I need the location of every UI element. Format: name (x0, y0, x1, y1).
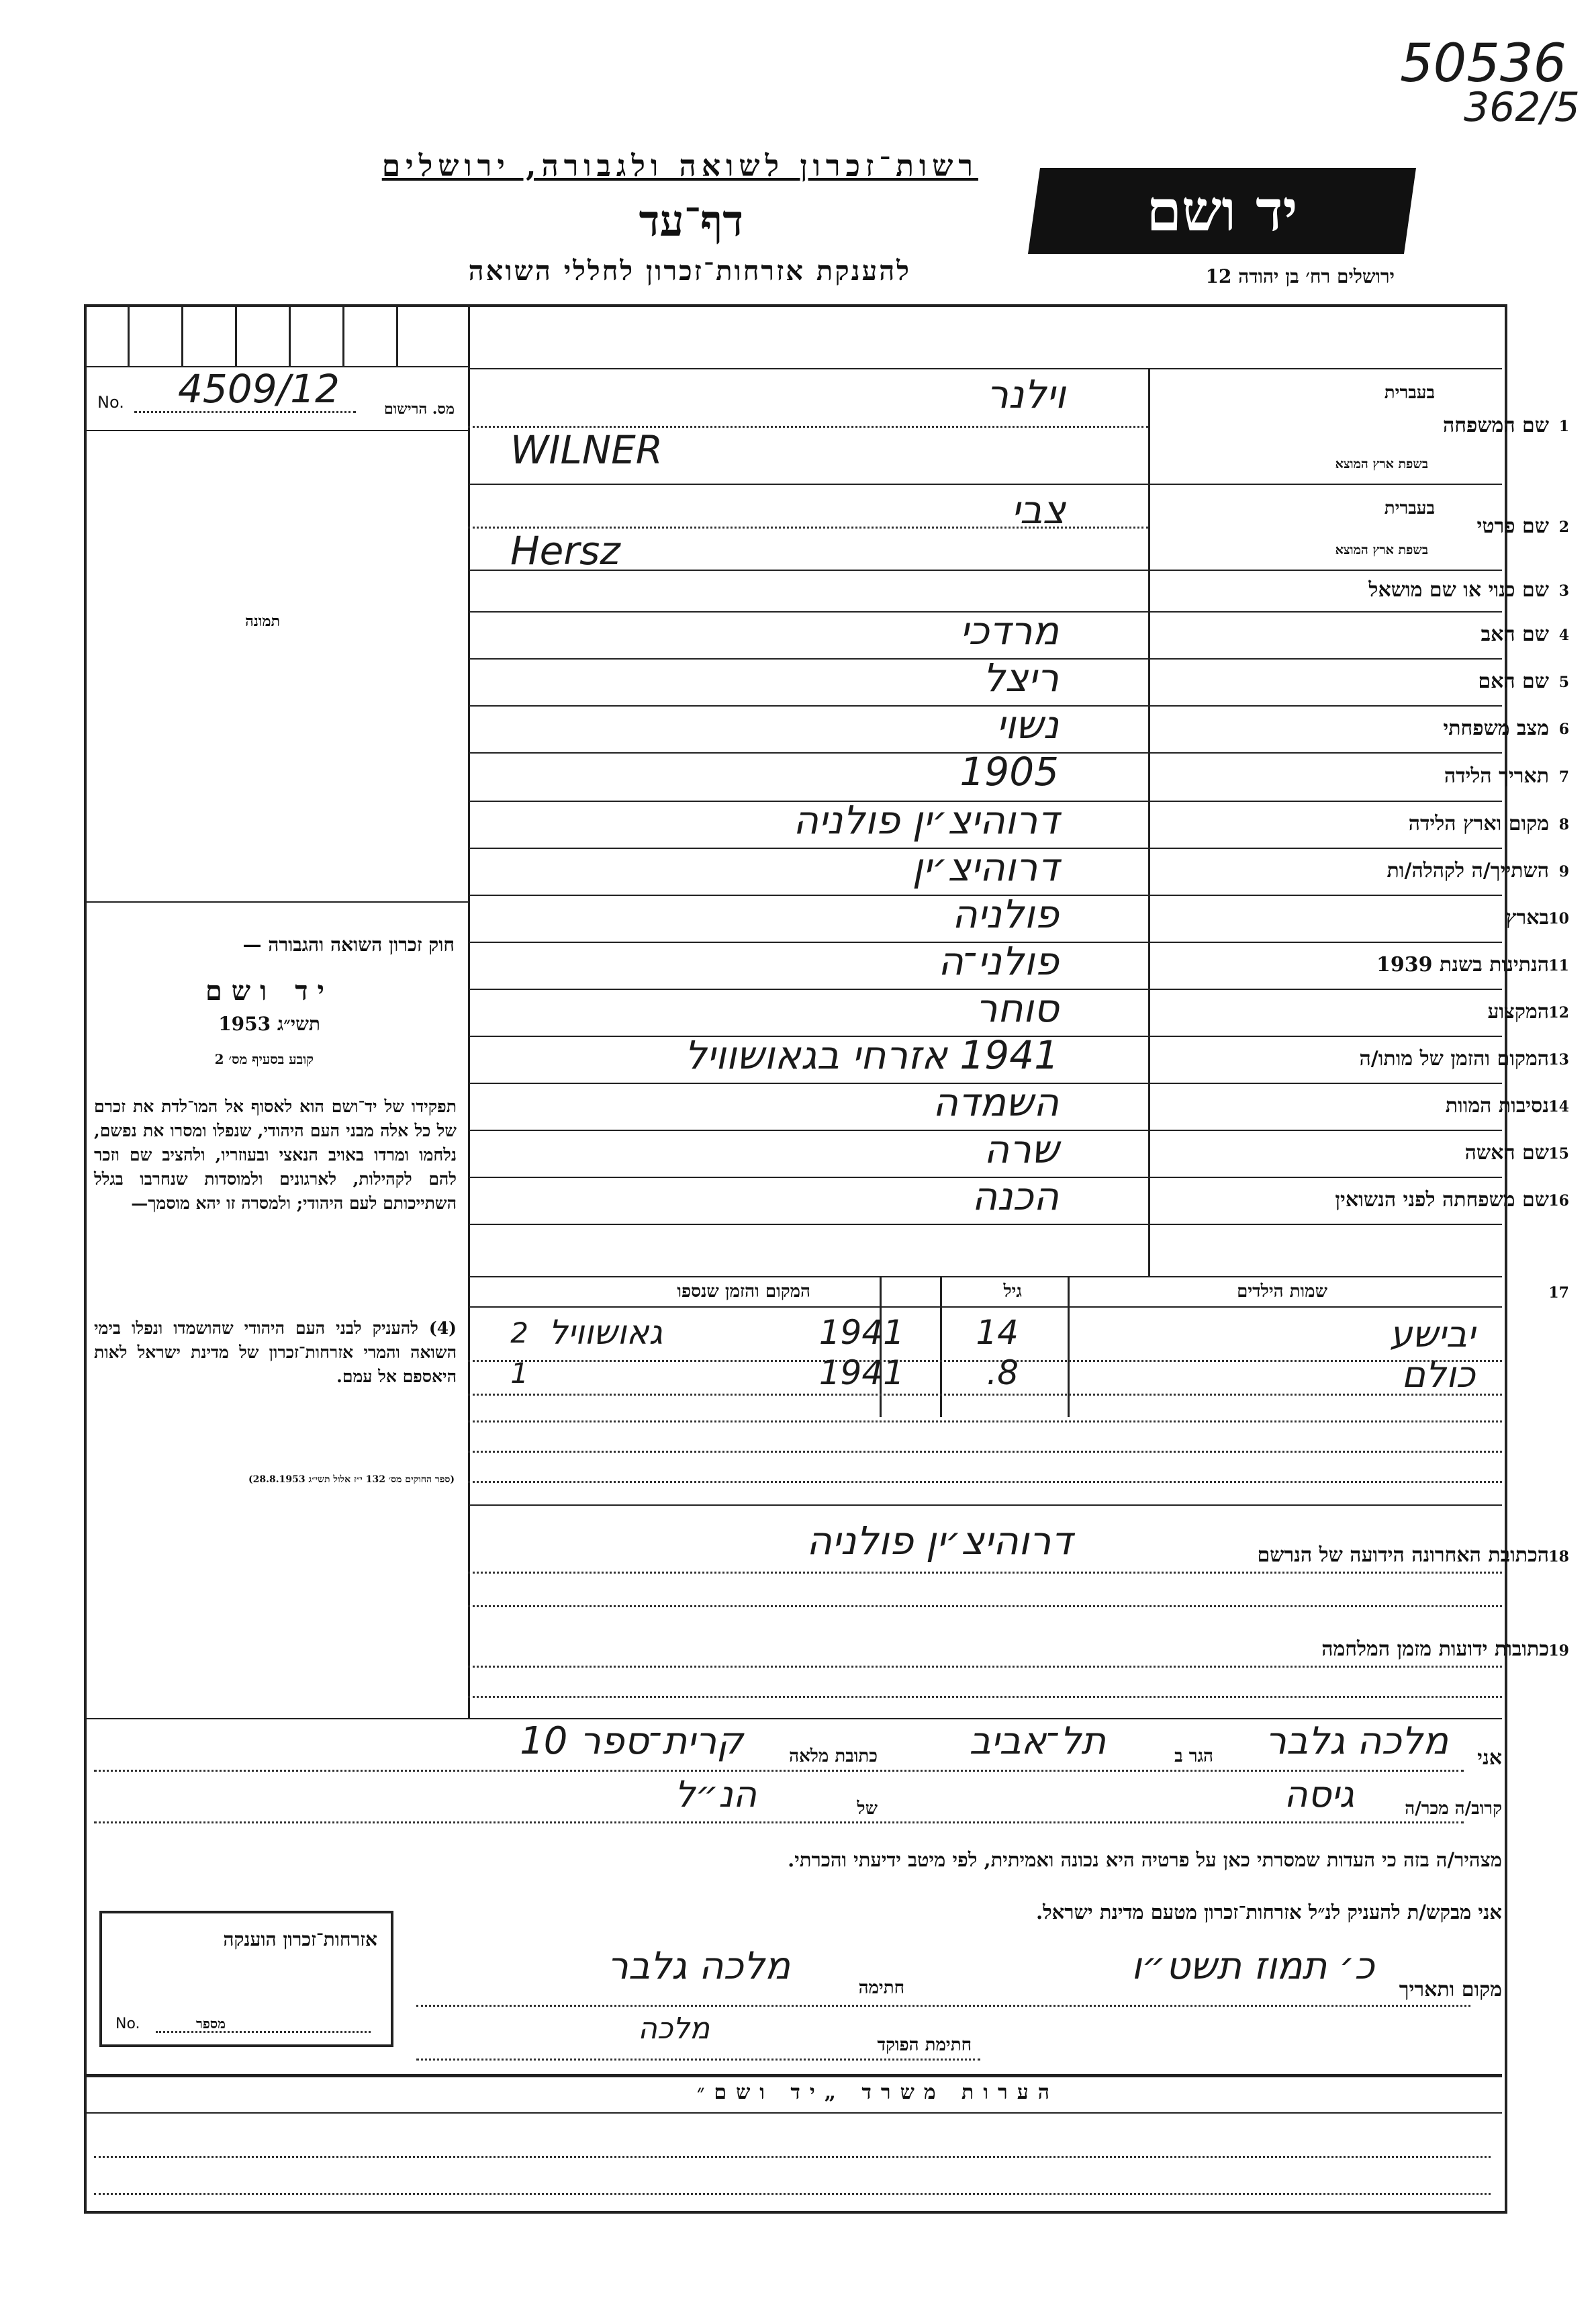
field-12-label: המקצוע (1487, 1000, 1549, 1024)
child-mark: 2 (510, 1316, 528, 1349)
field-12-value: סוחר (975, 985, 1059, 1031)
field-14-num: 14 (1548, 1098, 1569, 1116)
field-2-value-hebrew: צבי (1011, 487, 1066, 533)
field-8-label: מקום וארץ הלידה (1408, 812, 1549, 835)
field-10-num: 10 (1548, 910, 1569, 928)
children-age-header: גיל (1003, 1281, 1022, 1302)
decl-of-label: של (857, 1799, 878, 1819)
citizenship-box (99, 1911, 393, 2047)
decl-relative-value: גיסה (1284, 1773, 1354, 1815)
field-10-value: פולניה (951, 891, 1059, 937)
field-3-label: שם כנוי או שם מושאל (1368, 578, 1549, 602)
child-name: כולם (1401, 1353, 1475, 1396)
field-11-num: 11 (1548, 957, 1569, 975)
citizenship-box-number-label: מספר (196, 2016, 226, 2032)
field-14-label: נסיבות המוות (1445, 1094, 1549, 1118)
decl-official-label: חתימת הפוקד (877, 2035, 972, 2055)
law-name: יד ושם (205, 975, 334, 1007)
decl-signature-value: מלכה גלבר (607, 1944, 790, 1988)
decl-relative-label: קרוב/ה מכר/ה (1405, 1799, 1502, 1819)
child-year: 1941 (818, 1313, 904, 1352)
corner-note-number: 50536 (1400, 34, 1567, 94)
citizenship-box-title: אזרחות־זכרון הוענקה (223, 1928, 377, 1950)
authority-title: רשות־זכרון לשואה ולגבורה, ירושלים (381, 149, 978, 183)
decl-of-value: הנ״ל (674, 1773, 757, 1815)
form-title: דף־עד (639, 196, 743, 246)
field-14-value: השמדה (933, 1079, 1059, 1125)
decl-request: אני מבקש/ת להעניק לנ״ל אזרחות־זכרון מטעם מדינת ישראל. (1036, 1901, 1502, 1924)
field-19-label: כתובות ידועות מזמן המלחמה (1321, 1637, 1549, 1661)
field-12-num: 12 (1548, 1004, 1569, 1022)
field-13-label: המקום והזמן של מותו/ה (1359, 1047, 1549, 1071)
field-13-value: 1941 אזרחי בגאושוויל (684, 1032, 1059, 1078)
field-2-label: שם פרטי (1476, 514, 1549, 538)
field-16-value: הכנה (972, 1173, 1059, 1219)
law-text-2: (4) להעניק לבני העם היהודי שהושמדו ונפלו בימי השואה והמרי אזרחות־זכרון של מדינת ישראל לאות היאספם אל עמם. (94, 1318, 457, 1386)
field-13-num: 13 (1548, 1051, 1569, 1069)
address-line: ירושלים רח׳ בן יהודה 12 (1205, 265, 1395, 287)
field-19-num: 19 (1548, 1642, 1569, 1660)
field-11-label: הנתינות בשנת 1939 (1376, 953, 1549, 977)
field-2-hebrew-sublabel: בעברית (1384, 498, 1435, 518)
decl-signature-label: חתימה (858, 1978, 904, 1998)
field-2-num: 2 (1558, 518, 1569, 536)
decl-resides-label: הגר ב (1174, 1746, 1213, 1766)
registration-number: 4509/12 (178, 366, 340, 412)
field-1-hebrew-sublabel: בעברית (1384, 383, 1435, 403)
decl-i-label: אני (1477, 1746, 1502, 1770)
field-8-value: דרוהיצ׳ין פולניה (793, 797, 1059, 843)
field-18-num: 18 (1548, 1548, 1569, 1566)
field-9-value: דרוהיצ׳ין (912, 844, 1059, 890)
field-18-label: הכתובת האחרונה הידועה של הנרשם (1257, 1543, 1549, 1567)
field-1-origin-sublabel: בשפת ארץ המוצא (1335, 457, 1428, 471)
field-7-label: תאריך הלידה (1444, 764, 1549, 788)
decl-address-label: כתובת מלאה (789, 1746, 878, 1766)
field-5-label: שם האם (1478, 670, 1549, 693)
citizenship-box-no: No. (115, 2016, 140, 2032)
field-15-value: שרה (984, 1126, 1059, 1172)
law-year: תשי״ג 1953 (218, 1013, 320, 1035)
field-15-label: שם האשה (1464, 1141, 1549, 1165)
field-3-num: 3 (1558, 582, 1569, 600)
field-5-value: ריצל (982, 655, 1059, 700)
registration-label: מס. הרישום (383, 400, 455, 418)
child-age: 14 (976, 1313, 1019, 1352)
field-8-num: 8 (1558, 816, 1569, 833)
field-2-value-latin: Hersz (510, 528, 620, 574)
field-4-value: מרדכי (959, 608, 1059, 653)
registration-no-prefix: No. (97, 393, 124, 412)
field-9-label: השתייך/ה לקהלה/ות (1387, 859, 1549, 883)
corner-note-sub: 362/5 (1464, 84, 1580, 131)
decl-place-date-value: כ׳ תמוז תשט״ו (1131, 1944, 1374, 1988)
decl-i-value: מלכה גלבר (1265, 1719, 1448, 1763)
field-7-value: 1905 (959, 749, 1059, 795)
child-place: גאושוויל (549, 1313, 663, 1352)
child-name: יבישע (1389, 1313, 1475, 1355)
field-6-label: מצב משפחתי (1443, 717, 1549, 740)
office-notes-title: הערות משרד „יד ושם״ (696, 2081, 1059, 2104)
field-6-value: נשוי (996, 702, 1059, 748)
field-1-label: שם המשפחה (1442, 414, 1549, 437)
field-10-label: בארץ (1505, 906, 1549, 930)
field-7-num: 7 (1558, 768, 1569, 786)
children-names-header: שמות הילדים (1237, 1281, 1327, 1302)
field-4-num: 4 (1558, 627, 1569, 644)
decl-address-value: קרית־ספר 10 (520, 1719, 743, 1763)
child-mark: 1 (510, 1357, 528, 1390)
law-reference: (ספר החוקים מס׳ 132 י״ז אלול תשי״ג 28.8.1953) (248, 1474, 455, 1485)
form-subtitle: להענקת אזרחות־זכרון לחללי השואה (468, 255, 911, 287)
field-16-num: 16 (1548, 1192, 1569, 1210)
field-15-num: 15 (1548, 1145, 1569, 1163)
field-4-label: שם האב (1481, 623, 1549, 646)
decl-statement: מצהיר/ה בזה כי העדות שמסרתי כאן על פרטיה היא נכונה ואמיתית, לפי מיטב ידיעתי והכרתי. (788, 1848, 1502, 1871)
field-1-num: 1 (1558, 418, 1569, 435)
decl-place-date-label: מקום ותאריך (1399, 1978, 1502, 2001)
law-section: קובע בסעיף מס׳ 2 (214, 1051, 314, 1067)
children-place-header: המקום והזמן שנספו (677, 1281, 810, 1302)
law-text-1: תפקידו של יד־ושם הוא לאסוף אל המו־לדת את זכרם של כל אלה מבני העם היהודי, שנפלו ומסרו את נפשם, נלחמו ומרדו באויב הנאצי ובעוזריו, ולהציב שם וזכר להם לקהילות, לארגונים ולמוסדות שנחרבו בגלל השתייכותם לעם היהודי; ולמסרה זו יהא מוסמך— (94, 1097, 457, 1213)
field-5-num: 5 (1558, 674, 1569, 691)
field-9-num: 9 (1558, 863, 1569, 880)
field-6-num: 6 (1558, 721, 1569, 738)
field-11-value: פולני־ה (937, 938, 1059, 984)
field-2-origin-sublabel: בשפת ארץ המוצא (1335, 543, 1428, 557)
child-year: 1941 (818, 1353, 904, 1392)
decl-official-value: מלכה (638, 2012, 710, 2046)
field-18-value: דרוהיצ׳ין פולניה (806, 1518, 1072, 1564)
field-1-value-latin: WILNER (510, 427, 663, 473)
decl-resides-value: תל־אביב (969, 1719, 1106, 1763)
field-17-num: 17 (1548, 1284, 1569, 1302)
law-title: חוק זכרון השואה והגבורה — (242, 934, 455, 956)
child-age: 8. (986, 1353, 1019, 1392)
field-16-label: שם משפחתה לפני הנשואין (1335, 1188, 1549, 1212)
photo-label: תמונה (245, 613, 280, 630)
field-1-value-hebrew: וילנר (986, 371, 1066, 417)
yad-vashem-logo: יד ושם (1028, 168, 1416, 254)
